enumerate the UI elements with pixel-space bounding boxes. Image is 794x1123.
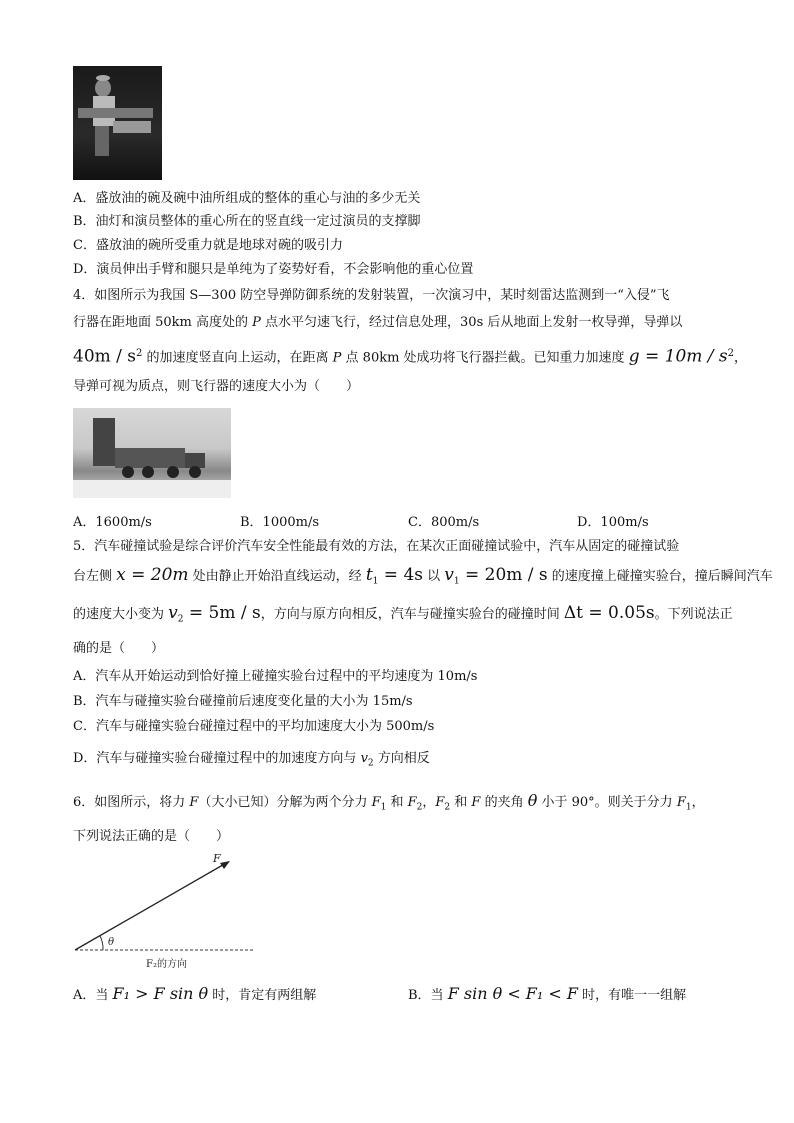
q5-line-4: 确的是（ ） bbox=[73, 641, 165, 656]
q4-option-b: B．1000m/s bbox=[240, 515, 320, 530]
fig-label-f: F bbox=[213, 852, 221, 865]
q4-option-d: D．100m/s bbox=[577, 515, 649, 530]
fig-label-theta: θ bbox=[108, 937, 115, 948]
q4-line-4: 导弹可视为质点，则飞行器的速度大小为（ ） bbox=[73, 379, 360, 394]
q4-option-c: C．800m/s bbox=[408, 515, 480, 530]
force-f-arrowhead bbox=[220, 861, 230, 869]
q6-option-b: B．当 F sin θ < F₁ < F 时，有唯一一组解 bbox=[408, 984, 687, 1003]
theta-arc bbox=[100, 936, 103, 950]
q5-option-b: B．汽车与碰撞实验台碰撞前后速度变化量的大小为 15m/s bbox=[73, 694, 413, 709]
missile-launcher-photo bbox=[73, 408, 231, 498]
q6-line-1: 6．如图所示，将力 F（大小已知）分解为两个分力 $F_1$ 和 $F_2$，$F_2$ 和 F 的夹角 θ 小于 90°。则关于分力 $F_1$， bbox=[73, 791, 705, 813]
q3-option-c: C．盛放油的碗所受重力就是地球对碗的吸引力 bbox=[73, 238, 343, 253]
missile-launcher-graphic bbox=[73, 408, 231, 498]
q5-option-c: C．汽车与碰撞实验台碰撞过程中的平均加速度大小为 500m/s bbox=[73, 719, 435, 734]
performer-photo bbox=[73, 66, 162, 180]
q5-line-1: 5．汽车碰撞试验是综合评价汽车安全性能最有效的方法，在某次正面碰撞试验中，汽车从固定的碰撞试验 bbox=[73, 539, 680, 554]
force-diagram bbox=[70, 850, 270, 975]
q5-option-d: D．汽车与碰撞实验台碰撞过程中的加速度方向与 $v_2$ 方向相反 bbox=[73, 751, 430, 769]
q4-line-1: 4．如图所示为我国 S—300 防空导弹防御系统的发射装置，一次演习中，某时刻雷达监测到一“入侵”飞 bbox=[73, 288, 670, 303]
q5-option-a: A．汽车从开始运动到恰好撞上碰撞实验台过程中的平均速度为 10m/s bbox=[73, 669, 478, 684]
q4-line-3: $40m / s^2$ 的加速度竖直向上运动，在距离 P 点 80km 处成功将飞行器拦截。已知重力加速度 $g = 10m / s^2$， bbox=[73, 346, 748, 367]
q6-line-2: 下列说法正确的是（ ） bbox=[73, 829, 230, 844]
q5-line-3: 的速度大小变为 $v_2 = 5m / s$，方向与原方向相反，汽车与碰撞实验台的碰撞时间 Δt = 0.05s。下列说法正 bbox=[73, 603, 733, 625]
q3-option-b: B．油灯和演员整体的重心所在的竖直线一定过演员的支撑脚 bbox=[73, 214, 421, 229]
q3-option-a: A．盛放油的碗及碗中油所组成的整体的重心与油的多少无关 bbox=[73, 191, 421, 206]
fig-label-f2-direction: F₂的方向 bbox=[146, 959, 187, 970]
force-f-vector bbox=[75, 862, 228, 950]
q3-option-d: D．演员伸出手臂和腿只是单纯为了姿势好看，不会影响他的重心位置 bbox=[73, 262, 474, 277]
q5-line-2: 台左侧 x = 20m 处由静止开始沿直线运动，经 $t_1 = 4s$ 以 $v_1 = 20m / s$ 的速度撞上碰撞实验台，撞后瞬间汽车 bbox=[73, 565, 773, 587]
q4-option-a: A．1600m/s bbox=[73, 515, 152, 530]
q4-line-2: 行器在距地面 50km 高度处的 P 点水平匀速飞行，经过信息处理，30s 后从地面上发射一枚导弹，导弹以 bbox=[73, 315, 683, 330]
q6-option-a: A．当 F₁ > F sin θ 时，肯定有两组解 bbox=[73, 984, 317, 1003]
performer-photo-graphic bbox=[73, 66, 162, 180]
